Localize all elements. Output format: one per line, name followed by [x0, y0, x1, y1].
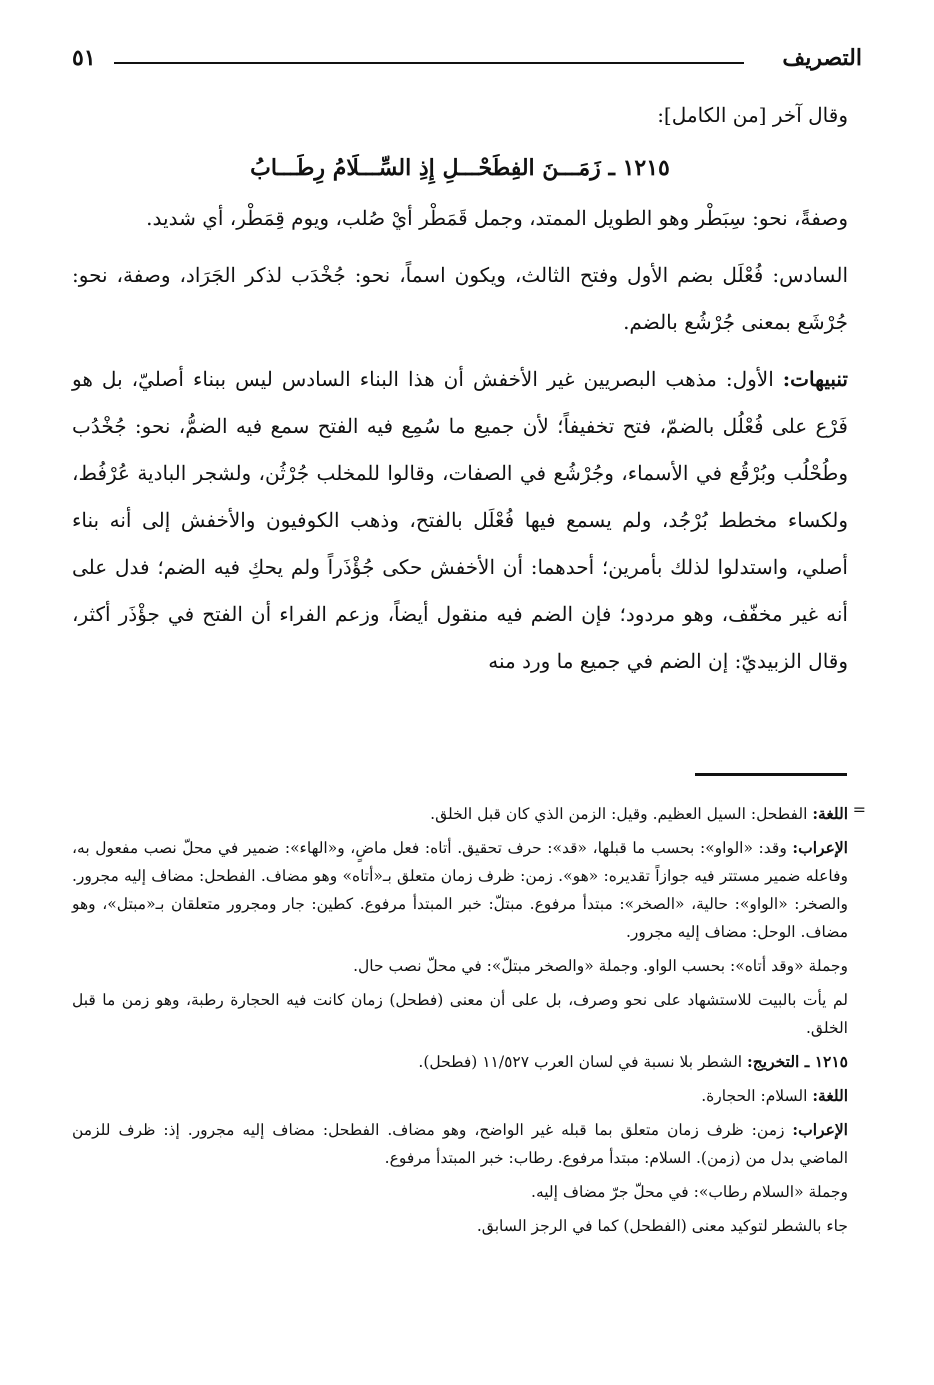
- footnote-jumla-1: وجملة «وقد أتاه»: بحسب الواو. وجملة «والصخر مبتلّ»: في محلّ نصب حال.: [353, 957, 848, 975]
- paragraph-3: [72, 356, 848, 685]
- footnote-lead: اللغة:: [812, 1086, 848, 1105]
- footnotes: [72, 800, 866, 1246]
- paragraph-2: السادس: فُعْلَل بضم الأول وفتح الثالث، ويكون اسماً، نحو: جُخْدَب لذكر الجَرَاد، وصفة، نحو: جُرْشَع بمعنى جُرْشُع بالضم.: [72, 263, 848, 334]
- footnote-body: الشطر بلا نسبة في لسان العرب ١١/٥٢٧ (فطحل).: [418, 1053, 748, 1071]
- footnote-lead: الإعراب:: [792, 1120, 848, 1139]
- footnote-shahid-2: جاء بالشطر لتوكيد معنى (الفطحل) كما في الرجز السابق.: [476, 1217, 848, 1235]
- page-header: [72, 38, 862, 78]
- running-title: التصريف: [782, 45, 862, 71]
- footnote-body: وقد: «الواو»: بحسب ما قبلها، «قد»: حرف تحقيق. أتاه: فعل ماضٍ، و«الهاء»: ضمير في محلّ نصب مفعول به، وفاعله ضمير مستتر فيه جوازاً تقديره: «هو». زمن: ظرف زمان متعلق بـ«أتاه» وهو مضاف. الفطحل: مضاف إليه مجرور. والصخر: «الواو»: حالية، «الصخر»: مبتدأ مرفوع. مبتلّ: خبر المبتدأ مرفوع. كطين: جار ومجرور متعلقان بـ«مبتل»، وهو مضاف. الوحل: مضاف إليه مجرور.: [72, 839, 848, 941]
- main-text: [72, 92, 848, 685]
- page-number: ٥١: [72, 45, 96, 71]
- paragraph-1: وصفةً، نحو: سِبَطْر وهو الطويل الممتد، وجمل قَمَطْر أيْ صُلب، ويوم قِمَطْر، أي شديد.: [146, 206, 848, 230]
- footnote-jumla-2: وجملة «السلام رطاب»: في محلّ جرّ مضاف إليه.: [531, 1183, 848, 1201]
- verse-line: ١٢١٥ ـ زَمَـــنَ الفِطَحْـــلِ إِذِ السِّـــلَامُ رِطَـــابُ: [250, 155, 670, 181]
- footnote-takhrij: [72, 1048, 848, 1076]
- paragraph-3-lead: تنبيهات:: [782, 367, 848, 391]
- footnote-lugha-1: [72, 800, 848, 828]
- footnote-body: السلام: الحجارة.: [701, 1087, 813, 1105]
- footnote-lead: ١٢١٥ ـ التخريج:: [747, 1052, 848, 1071]
- footnote-body: زمن: ظرف زمان متعلق بما قبله غير الواضح، وهو مضاف. الفطحل: مضاف إليه مجرور. إذ: ظرف للزمن الماضي بدل من (زمن). السلام: مبتدأ مرفوع. رطاب: خبر المبتدأ مرفوع.: [72, 1121, 848, 1167]
- footnote-irab-1: [72, 834, 848, 946]
- footnote-irab-2: [72, 1116, 848, 1172]
- footnote-body: الفطحل: السيل العظيم. وقيل: الزمن الذي كان قبل الخلق.: [430, 805, 813, 823]
- continuation-mark: =: [852, 800, 866, 819]
- footnote-lead: الإعراب:: [792, 838, 848, 857]
- footnote-lugha-2: [72, 1082, 848, 1110]
- footnote-shahid-1: لم يأت بالبيت للاستشهاد على نحو وصرف، بل على أن معنى (فطحل) زمان كانت فيه الحجارة رطبة، وهو زمن ما قبل الخلق.: [72, 991, 848, 1037]
- verse-intro: وقال آخر [من الكامل]:: [657, 103, 848, 127]
- footnote-separator: [695, 773, 847, 776]
- paragraph-3-body: الأول: مذهب البصريين غير الأخفش أن هذا البناء السادس ليس ببناء أصليّ، بل هو فَرْع على فُعْلُل بالضمّ، فتح تخفيفاً؛ لأن جميع ما سُمِع فيه الفتح سمع فيه الضمُّ، نحو: جُخْدُب وطُحْلُب وبُرْقُع في الأسماء، وجُرْشُع في الصفات، وقالوا للمخلب جُرْثُن، ولشجر البادية عُرْفُط، ولكساء مخطط بُرْجُد، ولم يسمع فيها فُعْلَل بالفتح، وذهب الكوفيون والأخفش إلى أنه بناء أصلي، واستدلوا لذلك بأمرين؛ أحدهما: أن الأخفش حكى جُؤْذَراً ولم يحكِ فيه الضم؛ فدل على أنه غير مخفّف، وهو مردود؛ فإن الضم فيه منقول أيضاً، وزعم الفراء أن الفتح في جؤْذَر أكثر، وقال الزبيديّ: إن الضم في جميع ما ورد منه: [72, 367, 848, 673]
- header-rule: [114, 62, 744, 64]
- footnote-lead: اللغة:: [812, 804, 848, 823]
